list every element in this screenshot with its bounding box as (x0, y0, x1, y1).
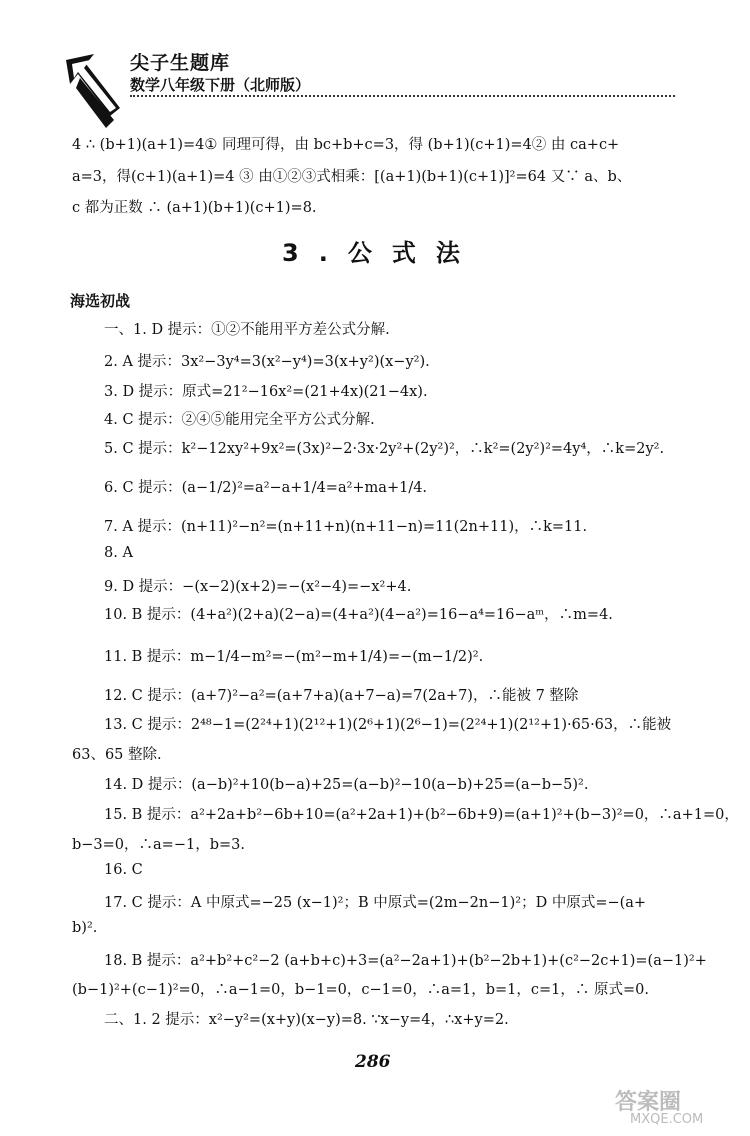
answer-line: 17. C 提示：A 中原式=−25 (x−1)²；B 中原式=(2m−2n−1)²；D 中原式=−(a+ (104, 895, 647, 911)
watermark-text: 答案圈 (615, 1090, 682, 1115)
answer-line: 9. D 提示：−(x−2)(x+2)=−(x²−4)=−x²+4. (104, 579, 412, 595)
answer-line: 10. B 提示：(4+a²)(2+a)(2−a)=(4+a²)(4−a²)=16−a⁴=16−aᵐ，∴m=4. (104, 607, 613, 623)
answer-line: 16. C (104, 862, 143, 878)
answer-line: 二、1. 2 提示：x²−y²=(x+y)(x−y)=8. ∵x−y=4，∴x+y=2. (104, 1012, 509, 1028)
header-subtitle: 数学八年级下册（北师版） (130, 76, 311, 94)
page-number: 286 (355, 1052, 391, 1072)
answer-line: 5. C 提示：k²−12xy²+9x²=(3x)²−2·3x·2y²+(2y²)²，∴k²=(2y²)²=4y⁴，∴k=2y². (104, 441, 665, 457)
sub-heading: 海选初战 (70, 292, 131, 310)
header-title: 尖子生题库 (130, 52, 231, 74)
answer-line: 13. C 提示：2⁴⁸−1=(2²⁴+1)(2¹²+1)(2⁶+1)(2⁶−1)=(2²⁴+1)(2¹²+1)·65·63，∴能被 (104, 717, 672, 733)
answer-line: 2. A 提示：3x²−3y⁴=3(x²−y⁴)=3(x+y²)(x−y²). (104, 354, 430, 370)
answer-line: b)². (72, 920, 98, 936)
answer-line: 14. D 提示：(a−b)²+10(b−a)+25=(a−b)²−10(a−b)+25=(a−b−5)². (104, 777, 589, 793)
intro-line: 4 ∴ (b+1)(a+1)=4① 同理可得，由 bc+b+c=3，得 (b+1)(c+1)=4② 由 ca+c+ (72, 137, 620, 153)
answer-line: 3. D 提示：原式=21²−16x²=(21+4x)(21−4x). (104, 384, 428, 400)
answer-line: b−3=0，∴a=−1，b=3. (72, 837, 245, 853)
answer-line: 12. C 提示：(a+7)²−a²=(a+7+a)(a+7−a)=7(2a+7)，∴能被 7 整除 (104, 688, 579, 704)
arrow-logo-icon (58, 48, 128, 138)
answer-line: 18. B 提示：a²+b²+c²−2 (a+b+c)+3=(a²−2a+1)+(b²−2b+1)+(c²−2c+1)=(a−1)²+ (104, 953, 707, 969)
answer-line: 8. A (104, 545, 133, 561)
answer-line: 一、1. D 提示：①②不能用平方差公式分解. (104, 322, 390, 338)
answer-line: 6. C 提示：(a−1/2)²=a²−a+1/4=a²+ma+1/4. (104, 480, 428, 496)
watermark-url: MXQE.COM (630, 1112, 704, 1127)
intro-line: c 都为正数 ∴ (a+1)(b+1)(c+1)=8. (72, 200, 317, 216)
answer-line: 63、65 整除. (72, 747, 162, 763)
section-title: 3.公式法 (282, 239, 480, 267)
intro-line: a=3，得(c+1)(a+1)=4 ③ 由①②③式相乘：[(a+1)(b+1)(c+1)]²=64 又∵ a、b、 (72, 169, 632, 185)
answer-line: 4. C 提示：②④⑤能用完全平方公式分解. (104, 412, 375, 428)
answer-line: 11. B 提示：m−1/4−m²=−(m²−m+1/4)=−(m−1/2)². (104, 649, 484, 665)
answer-line: (b−1)²+(c−1)²=0，∴a−1=0，b−1=0，c−1=0，∴a=1，b=1，c=1，∴ 原式=0. (72, 982, 649, 998)
answer-line: 7. A 提示：(n+11)²−n²=(n+11+n)(n+11−n)=11(2n+11)，∴k=11. (104, 519, 588, 535)
answer-line: 15. B 提示：a²+2a+b²−6b+10=(a²+2a+1)+(b²−6b+9)=(a+1)²+(b−3)²=0，∴a+1=0， (104, 807, 739, 823)
header-divider (130, 95, 675, 97)
